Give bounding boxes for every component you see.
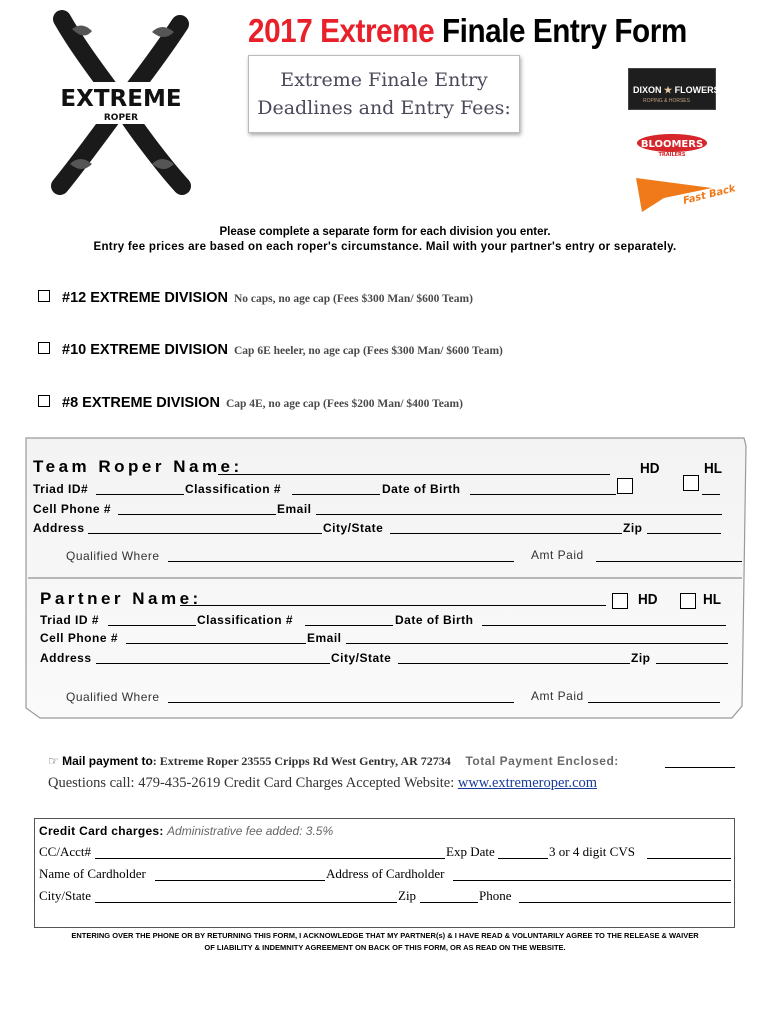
roper-cell-label: Cell Phone #	[33, 502, 112, 516]
division-8-name: #8 EXTREME DIVISION	[62, 395, 220, 411]
credit-city-field[interactable]	[95, 902, 397, 903]
roper-triad-label: Triad ID#	[33, 482, 89, 496]
logo-word: EXTREME	[60, 86, 182, 112]
division-10-desc: Cap 6E heeler, no age cap (Fees $300 Man/ $600 Team)	[234, 345, 503, 357]
partner-email-field[interactable]	[346, 643, 728, 644]
credit-phone-label: Phone	[479, 888, 512, 903]
credit-address-label: Address of Cardholder	[326, 866, 445, 881]
division-8[interactable]	[38, 394, 463, 412]
partner-amt-field[interactable]	[588, 702, 720, 703]
partner-qualified-label: Qualified Where	[66, 690, 160, 704]
partner-city-label: City/State	[331, 651, 392, 665]
questions-line	[48, 775, 597, 792]
partner-cell-label: Cell Phone #	[40, 631, 119, 645]
partner-triad-field[interactable]	[108, 625, 196, 626]
sponsor-bloomers-sub: TRAILERS	[658, 152, 686, 158]
roper-email-field[interactable]	[316, 514, 722, 515]
partner-classification-field[interactable]	[305, 625, 393, 626]
roper-amt-field[interactable]	[596, 561, 742, 562]
division-8-checkbox[interactable]	[38, 395, 50, 407]
sponsor-dixon: DIXON	[633, 85, 662, 95]
instruction-line-1: Please complete a separate form for each division you enter.	[219, 226, 551, 238]
total-payment-label: Total Payment Enclosed:	[465, 754, 619, 768]
partner-dob-label: Date of Birth	[395, 613, 474, 627]
page-title	[248, 12, 687, 50]
credit-cvs-label: 3 or 4 digit CVS	[549, 844, 635, 859]
division-10-name: #10 EXTREME DIVISION	[62, 342, 228, 358]
partner-amt-label: Amt Paid	[531, 689, 584, 703]
sponsor-fastback-logo	[634, 174, 737, 214]
team-roper-name-field[interactable]	[218, 474, 610, 475]
roper-triad-field[interactable]	[96, 494, 184, 495]
roper-qualified-label: Qualified Where	[66, 549, 160, 563]
partner-cell-field[interactable]	[126, 643, 306, 644]
questions-text: Questions call: 479-435-2619 Credit Card Charges Accepted Website:	[48, 775, 458, 791]
partner-address-label: Address	[40, 651, 92, 665]
division-12[interactable]	[38, 289, 473, 307]
total-payment-field[interactable]	[665, 767, 735, 768]
credit-acct-label: CC/Acct#	[39, 844, 91, 859]
partner-hd-checkbox[interactable]	[612, 593, 628, 609]
footer-disclaimer-2: OF LIABILITY & INDEMNITY AGREEMENT ON BACK OF THIS FORM, OR AS READ ON THE WEBSITE.	[204, 943, 566, 952]
sponsor-dixon-sub: ROPING & HORSES	[643, 98, 690, 104]
credit-phone-field[interactable]	[519, 902, 731, 903]
roper-classification-label: Classification #	[185, 482, 282, 496]
partner-email-label: Email	[307, 631, 342, 645]
division-10[interactable]	[38, 341, 503, 359]
roper-hd-label: HD	[640, 460, 660, 477]
credit-acct-field[interactable]	[95, 858, 445, 859]
credit-address-field[interactable]	[453, 880, 731, 881]
partner-name-field[interactable]	[180, 605, 606, 606]
roper-zip-field[interactable]	[647, 533, 721, 534]
roper-email-label: Email	[277, 502, 312, 516]
credit-cardholder-label: Name of Cardholder	[39, 866, 146, 881]
roper-city-field[interactable]	[390, 533, 622, 534]
division-8-desc: Cap 4E, no age cap (Fees $200 Man/ $400 Team)	[225, 398, 463, 410]
extreme-roper-logo	[52, 14, 190, 192]
partner-city-field[interactable]	[398, 663, 630, 664]
sponsor-fastback: Fast Back	[682, 183, 737, 207]
partner-classification-label: Classification #	[197, 613, 294, 627]
team-roper-name-label: Team Roper Name:	[33, 457, 243, 476]
credit-zip-field[interactable]	[420, 902, 478, 903]
roper-city-label: City/State	[323, 521, 384, 535]
credit-card-box	[34, 818, 735, 928]
partner-hl-label: HL	[703, 591, 721, 608]
roper-cell-field[interactable]	[118, 514, 276, 515]
roper-address-field[interactable]	[88, 533, 322, 534]
website-link[interactable]: www.extremeroper.com	[457, 775, 598, 791]
roper-dob-label: Date of Birth	[382, 482, 461, 496]
partner-hl-checkbox[interactable]	[680, 593, 696, 609]
division-10-checkbox[interactable]	[38, 342, 50, 354]
credit-exp-field[interactable]	[498, 858, 548, 859]
credit-card-header	[39, 824, 333, 838]
credit-cardholder-field[interactable]	[155, 880, 325, 881]
logo-sub: ROPER	[103, 113, 139, 123]
title-year: 2017 Extreme	[248, 12, 435, 49]
credit-label: Credit Card charges:	[39, 824, 164, 838]
roper-hd-checkbox[interactable]	[617, 478, 633, 494]
division-12-checkbox[interactable]	[38, 290, 50, 302]
division-12-name: #12 EXTREME DIVISION	[62, 290, 228, 306]
deadline-line-2: Deadlines and Entry Fees:	[257, 97, 511, 119]
title-rest: Finale Entry Form	[441, 12, 687, 49]
roper-classification-field[interactable]	[292, 494, 380, 495]
sponsor-bloomers: BLOOMERS	[640, 139, 704, 150]
credit-cvs-field[interactable]	[647, 858, 731, 859]
roper-hl-label: HL	[704, 460, 722, 477]
division-12-desc: No caps, no age cap (Fees $300 Man/ $600 Team)	[234, 293, 473, 305]
deadlines-box	[248, 55, 520, 133]
partner-hd-label: HD	[638, 591, 658, 608]
partner-address-field[interactable]	[96, 663, 330, 664]
credit-city-label: City/State	[39, 888, 91, 903]
roper-qualified-field[interactable]	[168, 561, 514, 562]
roper-zip-label: Zip	[623, 521, 643, 535]
mail-payment-line	[48, 754, 619, 769]
hand-pointer-icon: ☞	[48, 754, 59, 768]
partner-qualified-field[interactable]	[168, 702, 514, 703]
roper-dob-field[interactable]	[470, 494, 616, 495]
partner-triad-label: Triad ID #	[40, 613, 100, 627]
deadline-line-1: Extreme Finale Entry	[280, 69, 488, 91]
roper-address-label: Address	[33, 521, 85, 535]
partner-name-label: Partner Name:	[40, 589, 202, 608]
sponsor-dixon-flowers-logo: DIXON ★ FLOWERS ROPING & HORSES	[628, 68, 716, 110]
mail-label: Mail payment to	[62, 754, 153, 768]
sponsor-flowers: FLOWERS	[674, 85, 720, 95]
roper-entry-frame	[20, 436, 750, 720]
credit-zip-label: Zip	[398, 888, 417, 903]
sponsor-bloomers-logo	[636, 132, 708, 158]
footer-disclaimer-1: ENTERING OVER THE PHONE OR BY RETURNING THIS FORM, I ACKNOWLEDGE THAT MY PARTNER(s) & I HAVE READ & VOLUNTARILY AGREE TO THE RELEASE & WAIVER	[71, 931, 699, 940]
roper-hl-checkbox[interactable]	[683, 475, 699, 491]
credit-fee: Administrative fee added: 3.5%	[167, 824, 334, 838]
partner-dob-field[interactable]	[482, 625, 726, 626]
instruction-line-2: Entry fee prices are based on each roper's circumstance. Mail with your partner's entry or separately.	[93, 241, 677, 253]
roper-amt-label: Amt Paid	[531, 548, 584, 562]
mail-address: : Extreme Roper 23555 Cripps Rd West Gentry, AR 72734	[152, 754, 451, 768]
roper-dob-field-end[interactable]	[702, 494, 720, 495]
credit-exp-label: Exp Date	[446, 844, 495, 859]
partner-zip-label: Zip	[631, 651, 651, 665]
partner-zip-field[interactable]	[656, 663, 728, 664]
